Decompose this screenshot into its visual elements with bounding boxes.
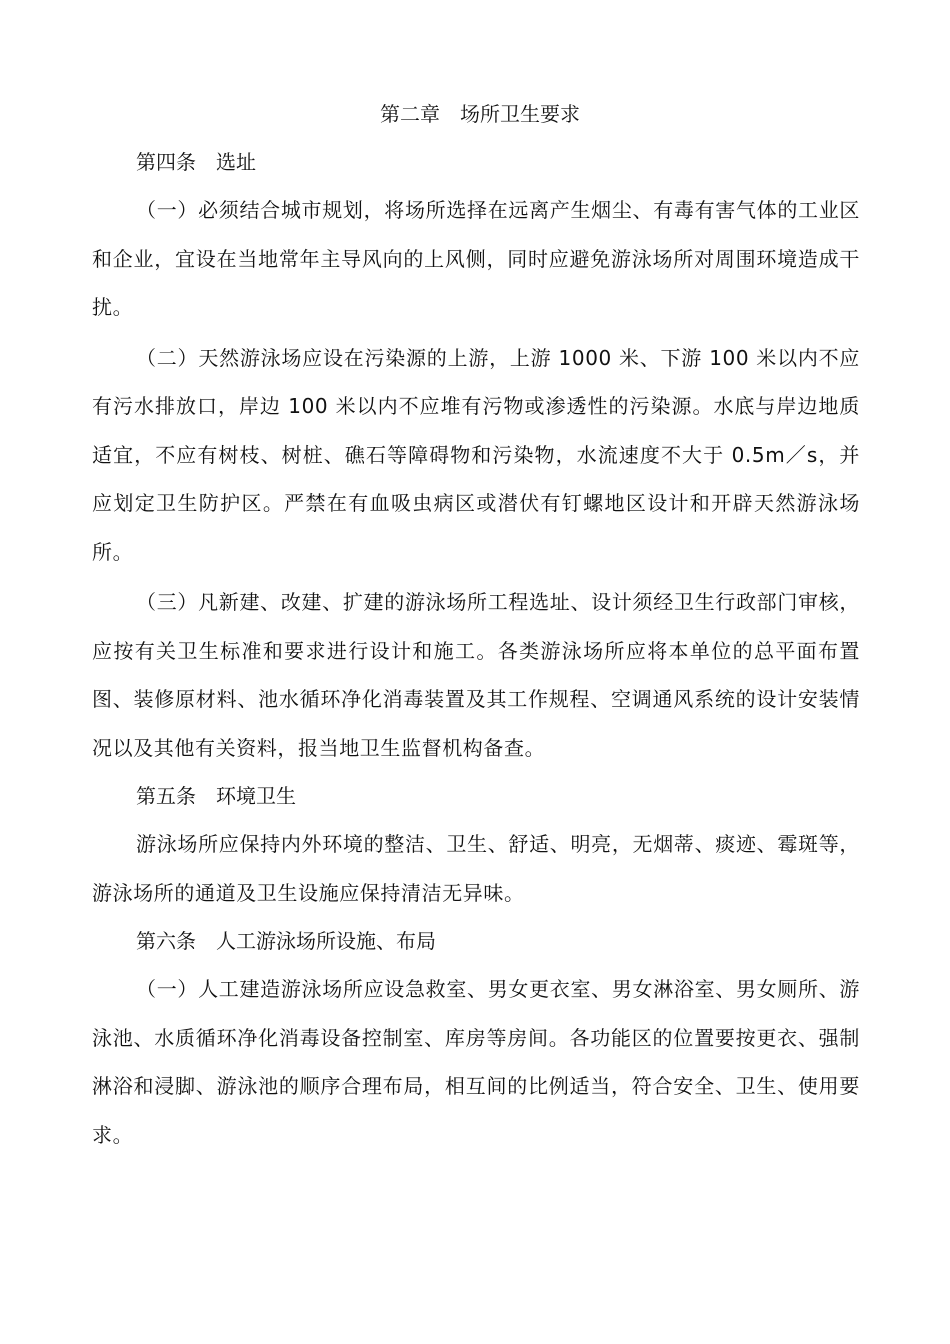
article-4-paragraph-3: （三）凡新建、改建、扩建的游泳场所工程选址、设计须经卫生行政部门审核，应按有关卫生标准和要求进行设计和施工。各类游泳场所应将本单位的总平面布置图、装修原材料、池水循环净化消毒装置及其工作规程、空调通风系统的设计安装情况以及其他有关资料，报当地卫生监督机构备查。 bbox=[92, 590, 860, 760]
article-6-paragraph-1: （一）人工建造游泳场所应设急救室、男女更衣室、男女淋浴室、男女厕所、游泳池、水质循环净化消毒设备控制室、库房等房间。各功能区的位置要按更衣、强制淋浴和浸脚、游泳池的顺序合理布局，相互间的比例适当，符合安全、卫生、使用要求。 bbox=[92, 977, 860, 1147]
chapter-title: 第二章 场所卫生要求 bbox=[380, 102, 580, 126]
article-4-paragraph-2: （二）天然游泳场应设在污染源的上游，上游 1000 米、下游 100 米以内不应有污水排放口，岸边 100 米以内不应堆有污物或渗透性的污染源。水底与岸边地质适宜，不应有树枝、树桩、礁石等障碍物和污染物，水流速度不大于 0.5m／s，并应划定卫生防护区。严禁在有血吸虫病区或潜伏有钉螺地区设计和开辟天然游泳场所。 bbox=[92, 345, 860, 564]
article-4-heading: 第四条 选址 bbox=[136, 150, 256, 174]
article-6-heading: 第六条 人工游泳场所设施、布局 bbox=[136, 929, 436, 953]
document-page bbox=[92, 90, 860, 1159]
article-5-paragraph-1: 游泳场所应保持内外环境的整洁、卫生、舒适、明亮，无烟蒂、痰迹、霉斑等，游泳场所的通道及卫生设施应保持清洁无异味。 bbox=[92, 832, 860, 905]
article-4-paragraph-1: （一）必须结合城市规划，将场所选择在远离产生烟尘、有毒有害气体的工业区和企业，宜设在当地常年主导风向的上风侧，同时应避免游泳场所对周围环境造成干扰。 bbox=[92, 198, 860, 319]
article-5-heading: 第五条 环境卫生 bbox=[136, 784, 296, 808]
